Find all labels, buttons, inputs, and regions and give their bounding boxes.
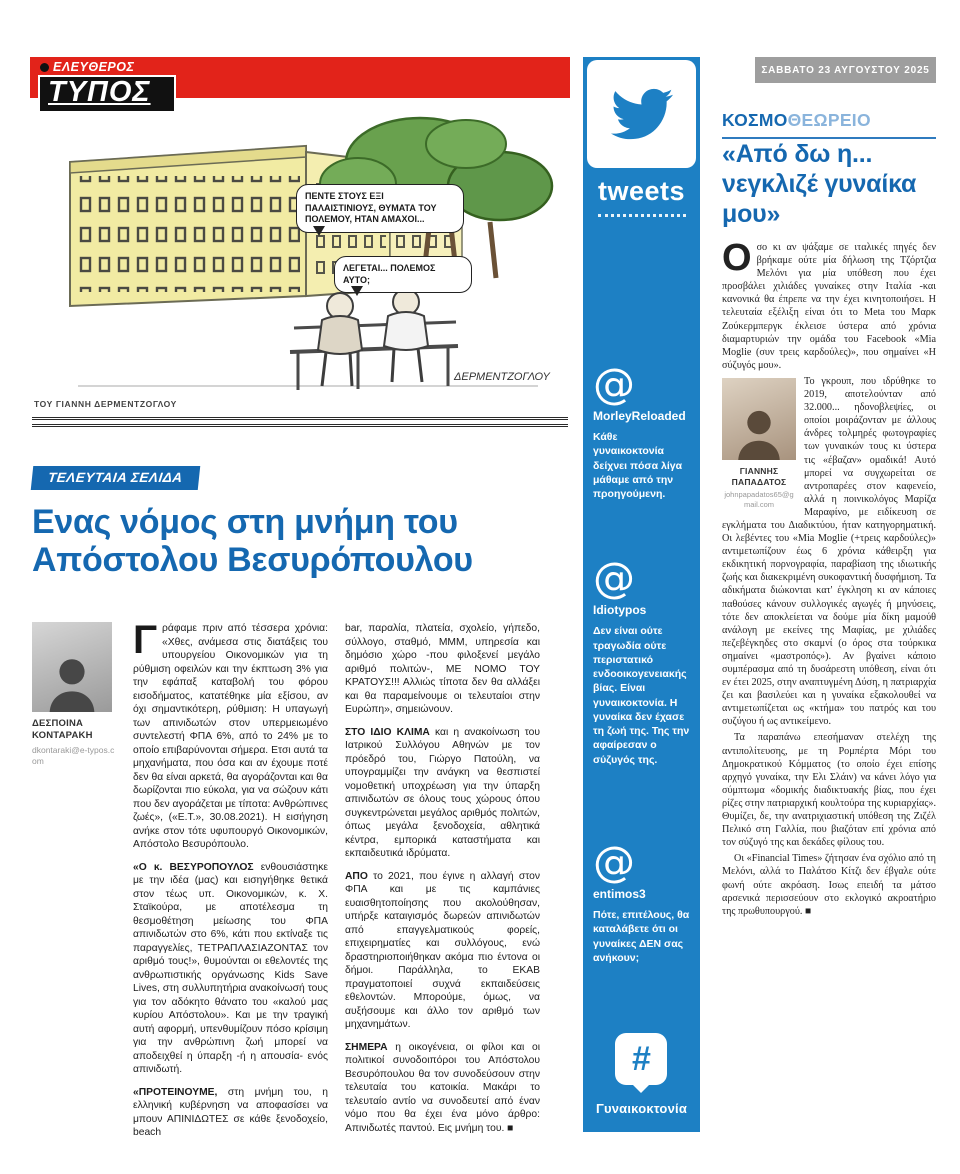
kosmo-paragraph: Οσο κι αν ψάξαμε σε ιταλικές πηγές δεν βρήκαμε ούτε μία δήλωση της Τζόρτζια Μελόνι για μία υπόθεση που έχει προσβάλει χιλιάδες γυναίκες στην Ιταλία -και κανονικά θα έπρεπε να την έχει κινητοποιήσει. Η τελευταία εξέλιξη είναι ότι το Meta του Μαρκ Ζούκερμπεργκ έκλεισε ύστερα από χρόνια διαμαρτυριών την ομάδα του Facebook «Mia Moglie (συν τρεις καρδούλες)», που σημαίνει «Η σύζυγός μου». <box>722 237 936 371</box>
at-icon: @ <box>593 836 635 886</box>
drop-cap: Γ <box>133 622 158 662</box>
hashtag-icon: # <box>615 1033 667 1085</box>
article-paragraph: «Ο κ. ΒΕΣΥΡΟΠΟΥΛΟΣ ενθουσιάστηκε με την ιδέα (μας) και εισηγήθηκε θετικά στον τέως υπ. Οικονομικών, κ. Χ. Σταϊκούρα, με αποτέλεσμα τη θεσμοθέτηση μείωσης του ΦΠΑ απινιδωτών στο 6%, κάτι που εκτίναξε τις παραγγελίες, ΤΕΤΡΑΠΛΑΣΙΑΖΟΝΤΑΣ τον αριθμό τους!», θυμούνται οι εθελοντές της ανθρωπιστικής οργάνωσης Kids Save Lives, στη συλλυπητήρια ανακοίνωσή τους για τον αδόκητο θάνατο του «καλού μας κυρίου Απόστολου». Και με την τραγική αυτή αφορμή, υπενθυμίζουν πόσο κρίσιμη για την ανθρώπινη ζωή μπορεί να αποδειχθεί η ύπαρξη -ή η απουσία- ενός απινιδωτή. <box>133 861 328 1075</box>
drop-cap: Ο <box>722 237 752 279</box>
article-paragraph: ΑΠΟ το 2021, που έγινε η αλλαγή στον ΦΠΑ και με τις καμπάνιες ευαισθητοποίησης που ακολούθησαν, υπήρξε καταιγισμός δωρεών απινιδωτών από επαγγελματικούς φορείς, επιχειρηματίες και συλλόγους, ενώ δραστηριοποιήθηκαν ακόμα πιο έντονα οι δήμοι. Παράλληλα, το ΕΚΑΒ πραγματοποιεί συχνά εκπαιδεύσεις εθελοντών. Μπορούμε, όμως, να αυξήσουμε και άλλο τον αριθμό των μηχανημάτων. <box>345 870 540 1030</box>
hashtag-block <box>596 1033 687 1132</box>
author-email: johnpapadatos65@gmail.com <box>724 490 794 509</box>
kosmo-paragraph: Τα παραπάνω επεσήμαναν στελέχη της αντιπολίτευσης, με τη Ρομπέρτα Μόρι του Δημοκρατικού Κόμματος (το οποίο έχει επίσης αρχηγό γυναίκα, την Ελι Σλάιν) να κάνει λόγο για σύμπτωμα «δομικής διαδικτυακής βίας, που έχει ρίζες στην πατριαρχική κουλτούρα της κυριαρχίας». Θυμίζει, δε, την ανατριχιαστική υπόθεση της Ζιζέλ Πελικό στη Γαλλία, που βιαζόταν επί χρόνια από τον σύζυγό της και δεκάδες φίλους του. <box>722 732 936 849</box>
person-silhouette-icon <box>733 404 785 460</box>
at-icon: @ <box>593 553 635 603</box>
kosmotheoreio-column <box>722 57 936 1137</box>
brand-name-bottom: ΤΥΠΟΣ <box>38 75 176 113</box>
section-tag: ΤΕΛΕΥΤΑΙΑ ΣΕΛΙΔΑ <box>31 466 200 490</box>
main-article-body <box>32 622 554 1136</box>
cartoon-drawing <box>58 100 566 398</box>
author-card <box>722 378 796 510</box>
author-photo <box>32 622 112 712</box>
dot-icon <box>40 63 49 72</box>
author-photo <box>722 378 796 460</box>
article-paragraph: ΣΗΜΕΡΑ η οικογένεια, οι φίλοι και οι πολιτικοί συνοδοιπόροι του Απόστολου Βεσυρόπουλου θα τον συνοδεύσουν στην τελευταία του κατοικία. Μακάρι το τελευταίο αντίο να συνοδευτεί από έναν νόμο που θα έχει ένα μόνο άρθρο: Απινιδωτές παντού. Εις μνήμη του. ■ <box>345 1041 540 1134</box>
editorial-cartoon <box>58 100 566 398</box>
hashtag-label: Γυναικοκτονία <box>595 1101 688 1116</box>
main-headline: Ενας νόμος στη μνήμη του Απόστολου Βεσυρόπουλου <box>32 503 473 580</box>
article-column-1 <box>133 622 328 1136</box>
cartoonist-credit: ΤΟΥ ΓΙΑΝΝΗ ΔΕΡΜΕΝΤΖΟΓΛΟΥ <box>34 399 177 409</box>
twitter-bird-icon <box>606 83 678 145</box>
author-card <box>32 622 116 1136</box>
person-silhouette-icon <box>44 652 100 712</box>
kosmo-body <box>722 237 936 918</box>
brand-logo <box>38 59 176 113</box>
kosmo-paragraph: ΓΙΑΝΝΗΣ ΠΑΠΑΔΑΤΟΣ johnpapadatos65@gmail.com Το γκρουπ, που ιδρύθηκε το 2019, αποτελούνταν από 32.000... ηδονοβλεψίες, οι οποίοι μοιράζονταν με άλλους άνδρες τολμηρές φωτογραφίες των γυναικών τους κι ύστερα τις «έβαζαν» ομαδικά! Αυτό μπορεί να συγχωρείται σε αντροπαρέες στον καφενείο, αλλά η ποινικολόγος Μαρίζα Μαραφίνο, με ειδίκευση σε εγκλήματα του Διαδικτύου, ήταν κατηγορηματική. Οι λεβέντες του «Mia Moglie (+τρεις καρδούλες)» αντιμετωπίζουν έως 6 χρόνια κάθειρξη για εκδικητική πορνογραφία, παραβίαση της ιδιωτικής ζωής και διακεκριμένη συκοφαντική δυσφήμιση. Τα αδικήματα διώκονται κατ' έγκληση κι αν κάποιες παθούσες κάνουν συλλογικές αγωγές ή μηνύσεις, τότε δεν αποκλείεται να δούμε μία δίκη μαμούθ ανάλογη με εκείνες της Μαφίας, με χιλιάδες πεζεβέγκηδες στο σκαμνί (ο όρος στα τούρκικα σημαίνει «μαστροπός»). Αν βγαίνει κάποιο συμπέρασμα από τη δυσάρεστη υπόθεση, είναι ότι εν έτει 2025, στην αναπτυγμένη Δύση, η πατριαρχία ζει και βασιλεύει και η γυναίκα εξακολουθεί να αντιμετωπίζεται ως «κτήμα» του πατρός και του συζύγου ή ως αντικείμενο. <box>722 375 936 728</box>
article-paragraph: «ΠΡΟΤΕΙΝΟΥΜΕ, στη μνήμη του, η ελληνική κυβέρνηση να αποφασίσει να μπουν ΑΠΙΝΙΔΩΤΕΣ σε κάθε ξενοδοχείο, beach <box>133 1086 328 1136</box>
bird-card <box>587 60 696 168</box>
article-column-2 <box>345 622 540 1136</box>
at-icon: @ <box>593 359 635 408</box>
kosmo-section-title <box>722 110 936 139</box>
article-paragraph: Γράφαμε πριν από τέσσερα χρόνια: «Χθες, ανάμεσα στις διατάξεις του υπουργείου Οικονομικών για τη ρύθμιση οφειλών και την έκπτωση 3% για την εφάπαξ καταβολή του φόρου εισοδήματος, κατατέθηκε μία εξίσου, αν όχι σημαντικότερη, ρύθμιση: Η υπαγωγή των απινιδωτών στον υπερμειωμένο συντελεστή ΦΠΑ 6%, από το 24% με το οποίο επιβαρύνονται σήμερα. Ετσι αυτά τα μηχανήματα, που όσα και αν έχουμε ποτέ δεν θα είναι αρκετά, θα αγοράζονται και θα δωρίζονται πιο εύκολα, για να σώζουν κάτι που δεν αγοράζεται με τίποτα: Ανθρώπινες ζωές», («Ε.Τ.», 30.08.2021). Η εισήγηση ανήκε στον τότε υφυπουργό Οικονομικών, Απόστολο Βεσυρόπουλο. <box>133 622 329 850</box>
divider-rules <box>32 417 568 431</box>
tweet-item <box>583 359 700 501</box>
date-bar: ΣΑΒΒΑΤΟ 23 ΑΥΓΟΥΣΤΟΥ 2025 <box>755 57 936 83</box>
tweet-item <box>583 553 700 767</box>
article-paragraph: ΣΤΟ ΙΔΙΟ ΚΛΙΜΑ και η ανακοίνωση του Ιατρικού Συλλόγου Αθηνών με τον πρόεδρό του, Γιώργο Πατούλη, να υπογραμμίζει την ανάγκη να θεσπιστεί νομοθετική υποχρέωση για την ύπαρξη απινιδωτών σε όλους τους χώρους όπου συγκεντρώνεται μεγάλος αριθμός πολιτών, όπως μεγάλα ξενοδοχεία, αθλητικά κέντρα, εμπορικά καταστήματα και εκπαιδευτικά ιδρύματα. <box>345 726 540 859</box>
cartoon-bench-figures <box>290 289 458 390</box>
author-name: ΔΕΣΠΟΙΝΑ ΚΟΝΤΑΡΑΚΗ <box>32 718 93 741</box>
speech-bubble-2: ΛΕΓΕΤΑΙ... ΠΟΛΕΜΟΣ ΑΥΤΟ; <box>334 256 472 293</box>
tweet-item <box>583 836 700 965</box>
tweets-strip <box>583 57 700 1132</box>
author-email: dkontaraki@e-typos.com <box>32 744 115 766</box>
cartoonist-signature: ΔΕΡΜΕΝΤΖΟΓΛΟΥ <box>454 371 550 383</box>
speech-bubble-1: ΠΕΝΤΕ ΣΤΟΥΣ ΕΞΙ ΠΑΛΑΙΣΤΙΝΙΟΥΣ, ΘΥΜΑΤΑ ΤΟΥ ΠΟΛΕΜΟΥ, ΗΤΑΝ ΑΜΑΧΟΙ... <box>296 184 464 233</box>
tweets-title: tweets <box>597 176 686 206</box>
kosmo-headline: «Από δω η... νεγκλιζέ γυναίκα μου» <box>722 140 917 228</box>
tweet-handle: MorleyReloaded <box>593 409 686 423</box>
tweet-text: Κάθε γυναικοκτονία δείχνει πόσα λίγα μάθαμε από την προηγούμενη. <box>593 431 683 501</box>
brand-top-label: ΕΛΕΥΘΕΡΟΣ <box>53 60 135 74</box>
author-name: ΓΙΑΝΝΗΣ ΠΑΠΑΔΑΤΟΣ <box>731 465 787 487</box>
dotted-divider <box>598 214 686 217</box>
article-paragraph: bar, παραλία, πλατεία, σχολείο, γήπεδο, σύλλογο, σταθμό, ΜΜΜ, υπηρεσία και δημόσιο χώρο -που φιλοξενεί μεγάλο αριθμό πολιτών-, ΜΕ ΝΟΜΟ ΤΟΥ ΚΡΑΤΟΥΣ!!! Αλλιώς τίποτα δεν θα αλλάξει και θα παραμείνουμε οι τελευταίοι στην Ευρώπη», σημειώνουν. <box>345 623 540 715</box>
kosmo-paragraph: Οι «Financial Times» ζήτησαν ένα σχόλιο από τη Μελόνι, αλλά το Παλάτσο Κίτζι δεν έβγαλε ούτε φωνή ούτε ακρόαση. Ισως επειδή τα μάτσο αρσενικά περισσεύουν στο εκλογικό ακροατήριο της πρωθυπουργού. ■ <box>722 853 936 917</box>
brand-name-top <box>38 59 176 75</box>
tweet-handle: entimos3 <box>593 886 646 901</box>
tweet-handle: Idiotypos <box>593 603 647 618</box>
kosmo-title-light: ΘΕΩΡΕΙΟ <box>787 110 871 130</box>
kosmo-title-bold: ΚΟΣΜΟ <box>722 110 788 130</box>
tweet-text: Δεν είναι ούτε τραγωδία ούτε περιστατικό ενδοοικογενειακής βίας. Είναι γυναικοκτονία. Η γυναίκα δεν έχασε τη ζωή της. Της την αφαίρεσαν ο σύζυγός της. <box>593 625 690 766</box>
tweet-text: Πότε, επιτέλους, θα καταλάβετε ότι οι γυναίκες ΔΕΝ σας ανήκουν; <box>593 908 690 964</box>
